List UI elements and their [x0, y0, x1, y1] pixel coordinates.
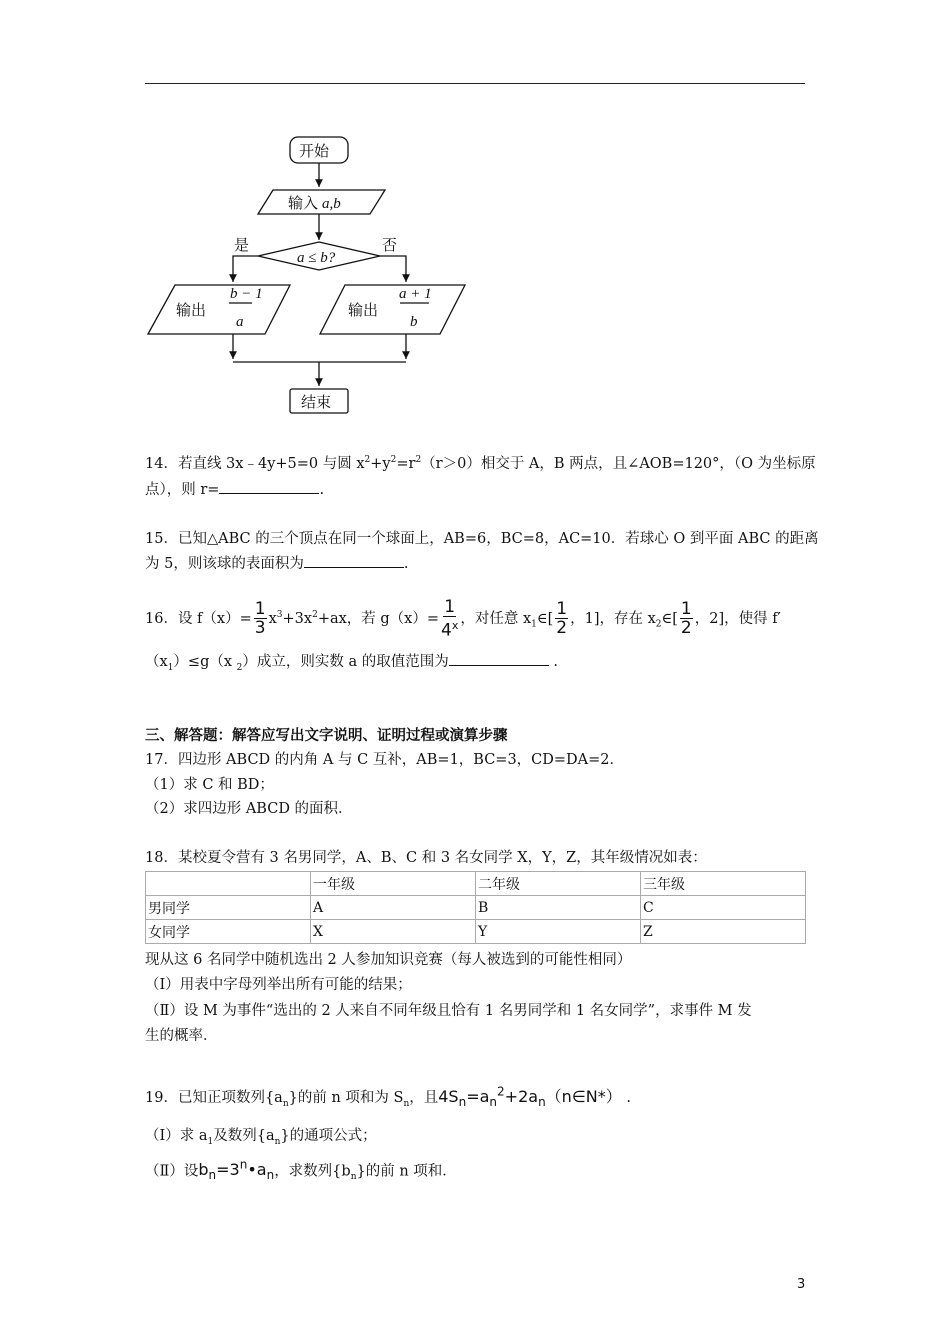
- output-left-label: 输出: [176, 301, 207, 319]
- table-row: [146, 920, 806, 944]
- table-row: [146, 896, 806, 920]
- table-cell: Z: [641, 920, 806, 944]
- fraction: $\frac{1}{2}$: [556, 599, 568, 639]
- output-right-label: 输出: [348, 301, 379, 319]
- answer-blank: [304, 567, 404, 568]
- grade-table: [145, 871, 806, 944]
- end-label: 结束: [301, 393, 332, 411]
- q17-part2: （2）求四边形 ABCD 的面积．: [145, 801, 353, 817]
- q18-part1: （Ⅰ）用表中字母列举出所有可能的结果；: [145, 977, 412, 993]
- q17-part1: （1）求 C 和 BD；: [145, 777, 274, 793]
- fraction: $\frac{1}{3}$: [254, 599, 266, 639]
- flowchart-svg: [140, 130, 480, 420]
- flowchart: [140, 130, 480, 420]
- table-cell: X: [311, 920, 476, 944]
- left-numerator: b − 1: [230, 286, 263, 302]
- header-rule: [145, 83, 805, 84]
- table-cell: [146, 872, 311, 896]
- start-label: 开始: [299, 142, 330, 160]
- table-cell: 三年级: [641, 872, 806, 896]
- page-number: 3: [797, 1277, 806, 1292]
- q15-line2: 为 5，则该球的表面积为 .: [145, 556, 409, 572]
- q18-part2-line2: 生的概率．: [145, 1028, 218, 1044]
- input-vars: a,b: [322, 196, 341, 212]
- q14-line1: 14．若直线 3x﹣4y+5=0 与圆 $x^2+y^2=r^2(r>0)$相交于 A，B 两点，且∠AOB=120°，（O 为坐标原: [145, 455, 816, 472]
- fraction: $\frac{1}{4^x}$: [441, 597, 459, 641]
- equation: $b_n=3^n•a_n$: [198, 1158, 275, 1183]
- no-label: 否: [382, 236, 398, 254]
- q14-line2: 点），则 r= .: [145, 482, 325, 498]
- table-header-row: [146, 872, 806, 896]
- table-cell: 二年级: [476, 872, 641, 896]
- yes-label: 是: [234, 236, 250, 254]
- output-right-box: [320, 285, 465, 334]
- q16-line2: $(x_1)\le g(x$ $_2$）成立，则实数 a 的取值范围为 .: [145, 654, 558, 673]
- output-left-box: [148, 285, 290, 334]
- table-cell: A: [311, 896, 476, 920]
- answer-blank: [449, 665, 549, 666]
- table-cell: B: [476, 896, 641, 920]
- table-cell: 女同学: [146, 920, 311, 944]
- answer-blank: [219, 493, 319, 494]
- table-cell: C: [641, 896, 806, 920]
- right-denominator: b: [410, 314, 418, 330]
- q17-stem: 17．四边形 ABCD 的内角 A 与 C 互补，AB=1，BC=3，CD=DA=2．: [145, 752, 625, 768]
- table-cell: Y: [476, 920, 641, 944]
- fraction: $\frac{1}{2}$: [680, 599, 692, 639]
- section-heading: 三、解答题：解答应写出文字说明、证明过程或演算步骤: [145, 728, 508, 744]
- table-cell: 一年级: [311, 872, 476, 896]
- table-cell: 男同学: [146, 896, 311, 920]
- condition-label: a ≤ b?: [297, 250, 336, 266]
- q19-part2: （Ⅱ）设$b_n=3^n•a_n$，求数列$\{b_n\}$的前 n 项和．: [145, 1158, 457, 1183]
- q19-stem: 19．已知正项数列$\{a_n\}$的前 n 项和为 $S_n$，且$4S_n=a_n^2+2a_n(n\in N*)$ .: [145, 1084, 631, 1110]
- left-denominator: a: [236, 314, 244, 330]
- q18-stem: 18．某校夏令营有 3 名男同学，A、B、C 和 3 名女同学 X，Y，Z，其年级情况如表：: [145, 850, 707, 866]
- q18-part2-line1: （Ⅱ）设 M 为事件“选出的 2 人来自不同年级且恰有 1 名男同学和 1 名女同学”，求事件 M 发: [145, 1003, 752, 1019]
- q16-line1: 16．设 f（x）= $\frac{1}{3}$ $x^3+3x^2+ax$，若 g（x）= $\frac{1}{4^x}$ ，对任意 $x_1\in$[ $\frac{1}{2}$ ，1]，存在 $x_2\in$[ $\frac{1}{2}$ ，2]，使得 f′: [145, 597, 781, 641]
- right-numerator: a + 1: [399, 286, 432, 302]
- input-label: 输入: [288, 194, 319, 212]
- equation: $4S_n=a_n^2+2a_n(n\in N*)$: [438, 1084, 622, 1110]
- q18-after: 现从这 6 名同学中随机选出 2 人参加知识竞赛（每人被选到的可能性相同）: [145, 952, 632, 968]
- q15-line1: 15．已知△ABC 的三个顶点在同一个球面上，AB=6，BC=8，AC=10．若球心 O 到平面 ABC 的距离: [145, 531, 819, 547]
- q19-part1: （Ⅰ）求 $a_1$及数列$\{a_n\}$的通项公式；: [145, 1128, 377, 1147]
